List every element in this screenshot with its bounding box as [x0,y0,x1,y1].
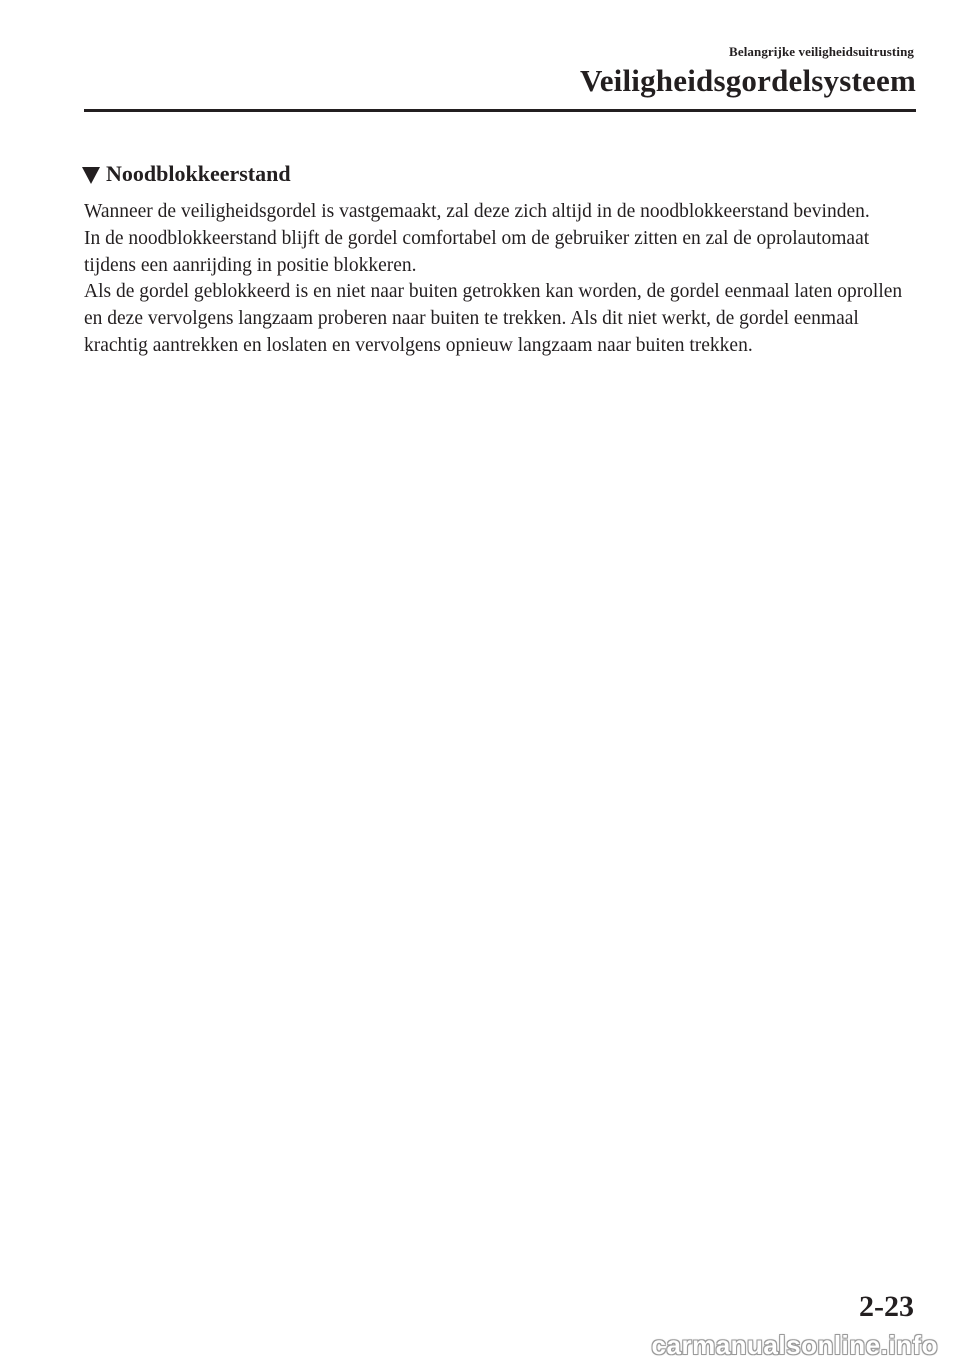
page-number: 2-23 [859,1290,914,1323]
paragraph: Wanneer de veiligheidsgordel is vastgemaakt, zal deze zich altijd in de noodblokkeerstand bevinden. [84,201,870,222]
down-triangle-icon [82,167,100,184]
section-heading-text: Noodblokkeerstand [106,161,291,186]
header-divider [84,109,916,112]
section-body [84,199,914,360]
section-noodblokkeerstand [82,158,918,360]
paragraph: Als de gordel geblokkeerd is en niet naar buiten getrokken kan worden, de gordel eenmaal laten oprollen en deze vervolgens langzaam proberen naar buiten te trekken. Als dit niet werkt, de gordel eenmaal krachtig aantrekken en loslaten en vervolgens opnieuw langzaam naar buiten trekken. [84,281,903,356]
chapter-title: Belangrijke veiligheidsuitrusting [729,44,914,59]
paragraph: In de noodblokkeerstand blijft de gordel comfortabel om de gebruiker zitten en zal de oprolautomaat tijdens een aanrijding in positie blokkeren. [84,227,870,276]
watermark-text: carmanualsonline.info [651,1330,938,1360]
section-heading [82,158,918,190]
page-title: Veiligheidsgordelsysteem [579,63,916,98]
